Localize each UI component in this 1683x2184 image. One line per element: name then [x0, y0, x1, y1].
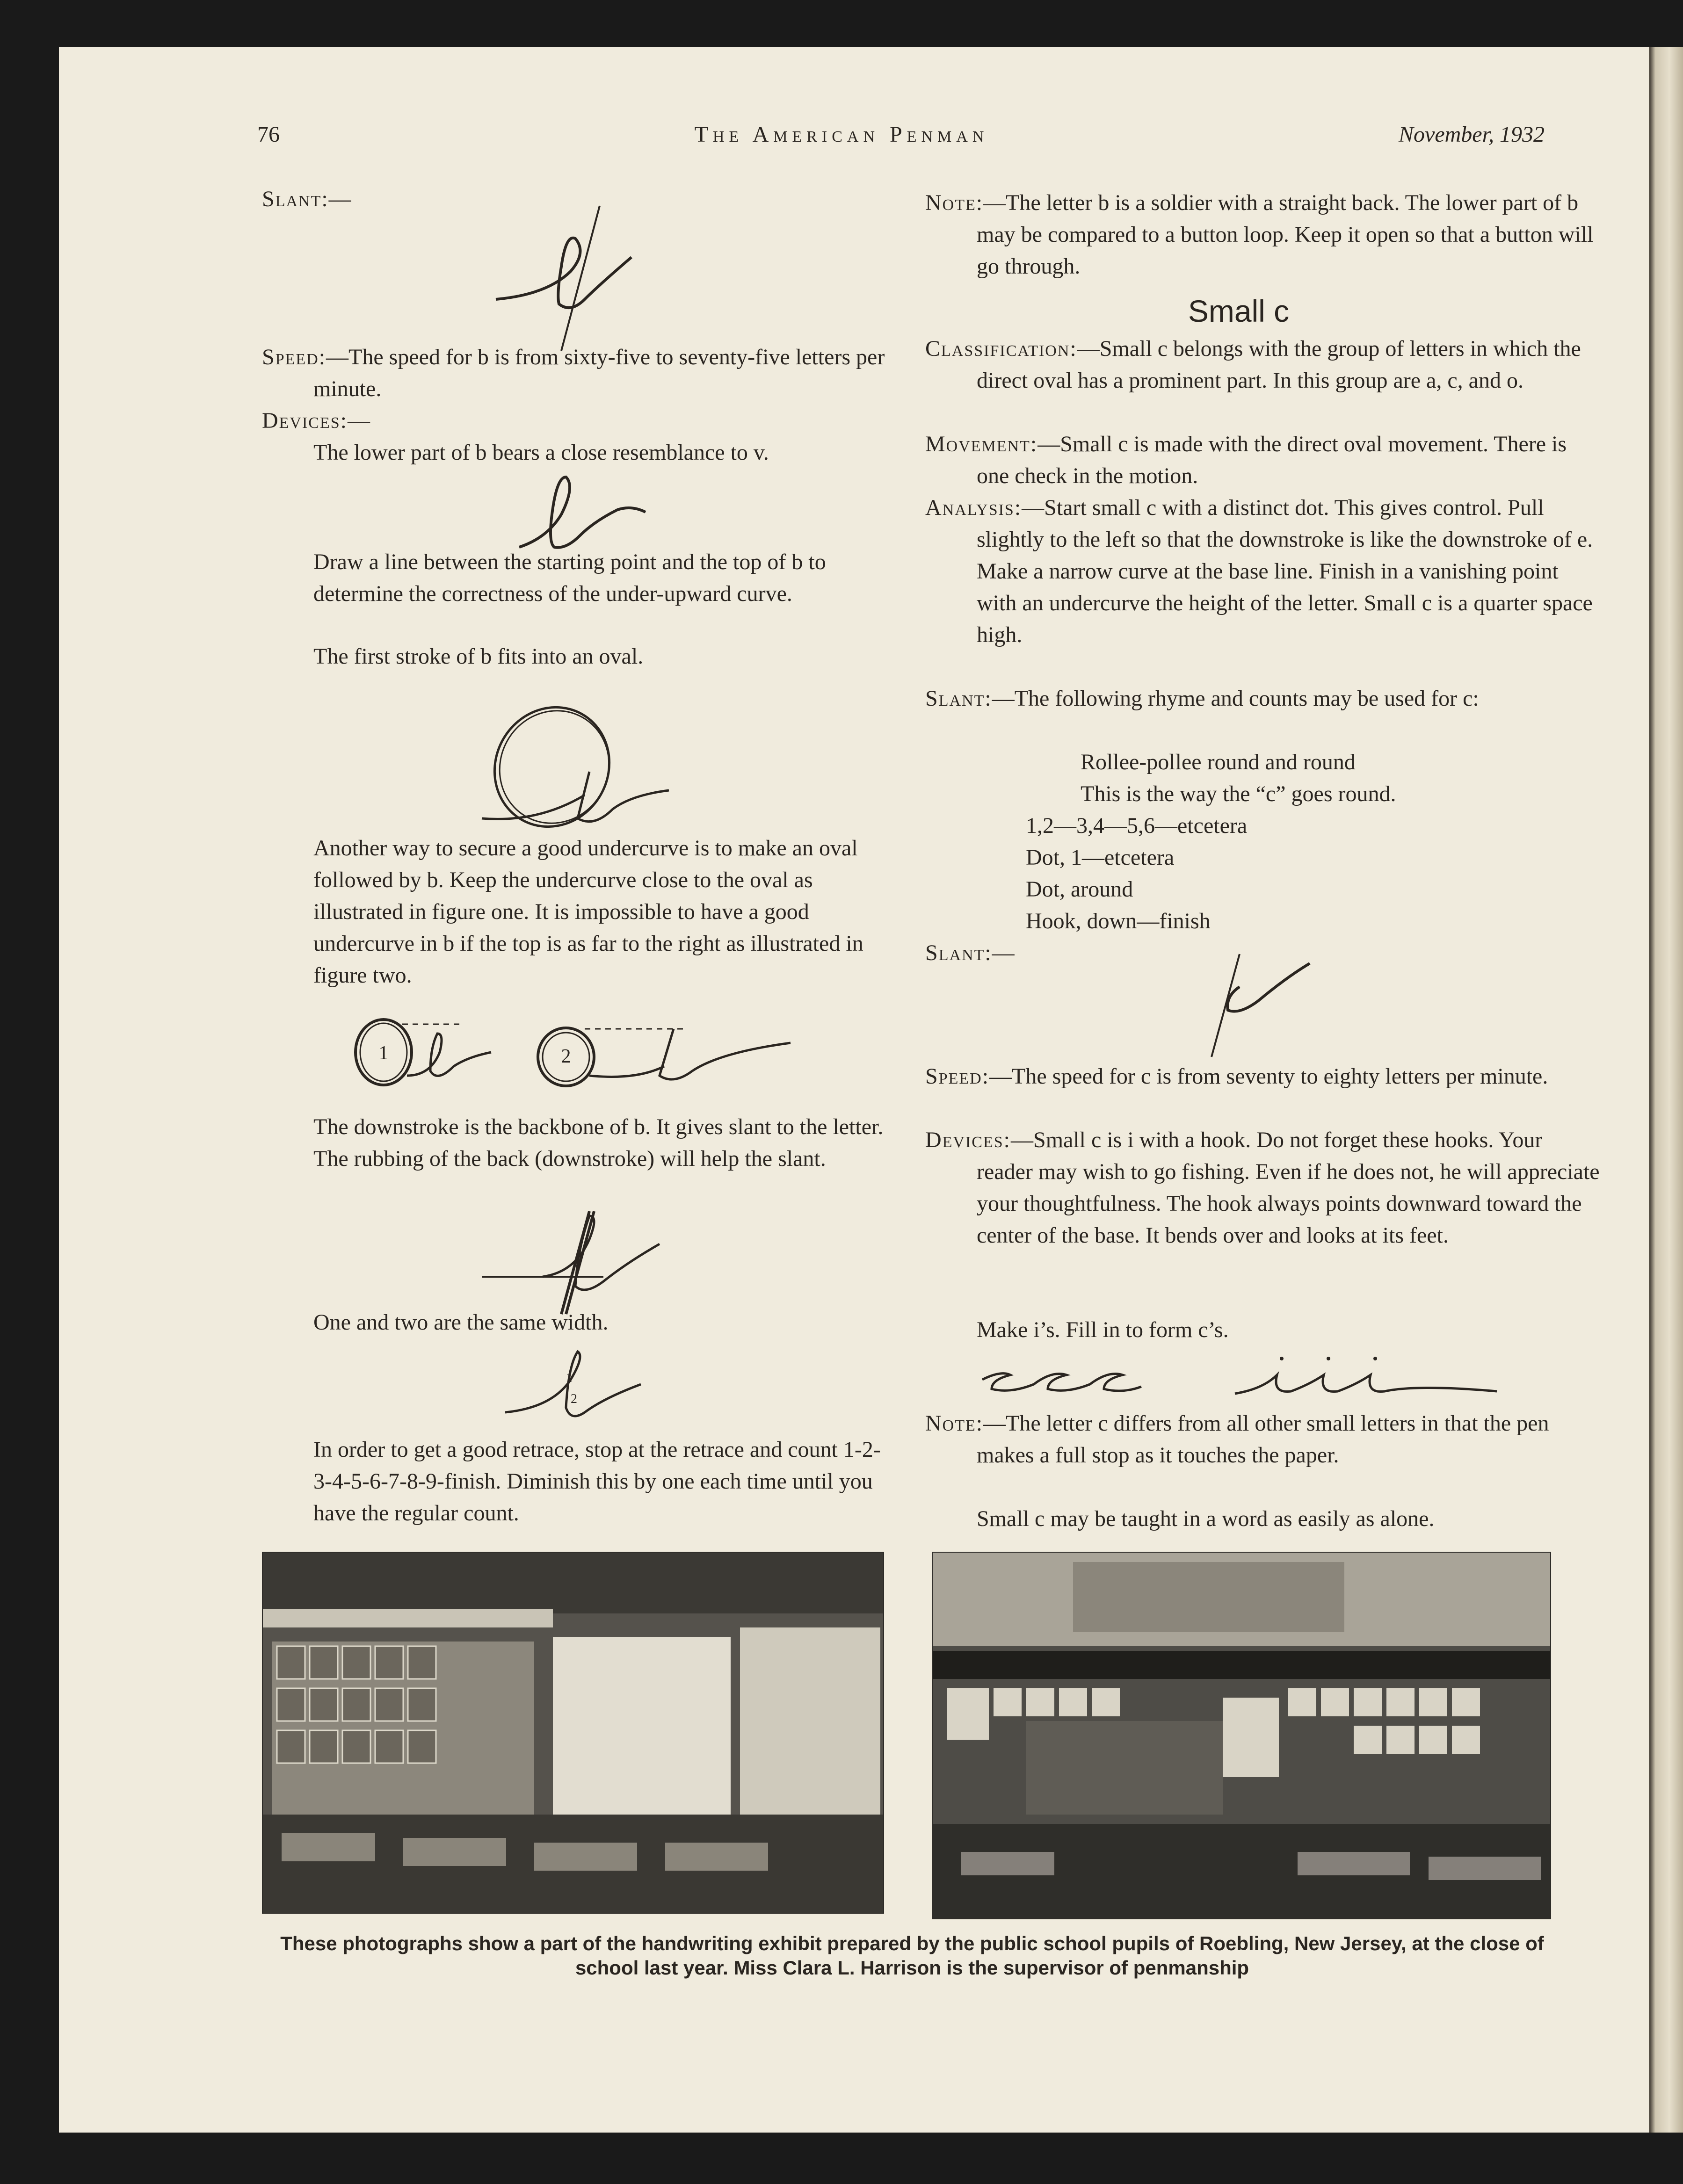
movement-paragraph — [925, 428, 1603, 492]
backbone-text: The downstroke is the backbone of b. It gives slant to the letter. The rubbing of the back (downstroke) will help the slant. — [313, 1114, 884, 1171]
count-line-4: Hook, down—finish — [1026, 909, 1211, 933]
oval-b-figure — [472, 701, 678, 837]
slant-b-figure — [477, 201, 636, 355]
analysis-label: Analysis: — [925, 495, 1022, 520]
count-line-3: Dot, around — [1026, 877, 1133, 902]
note-label: Note: — [925, 190, 984, 215]
make-is-text: Make i’s. Fill in to form c’s. — [977, 1317, 1229, 1342]
issue-date: November, 1932 — [1399, 122, 1545, 147]
figures-one-two — [346, 1005, 805, 1090]
slant-c-text: —The following rhyme and counts may be used for c: — [992, 686, 1479, 711]
classification-text: —Small c belongs with the group of letters in which the direct oval has a prominent part. In this group are a, c, and o. — [977, 336, 1581, 393]
devices-label: Devices:— — [262, 408, 371, 433]
rhyme-line-1: Rollee-pollee round and round — [1081, 750, 1356, 774]
figure-two-number: 2 — [561, 1046, 571, 1067]
same-width-text: One and two are the same width. — [313, 1310, 609, 1335]
page-edge — [1649, 47, 1683, 2133]
b-v-resemblance-figure — [515, 468, 664, 557]
rhyme-line-2: This is the way the “c” goes round. — [1081, 781, 1396, 806]
page-number: 76 — [257, 122, 280, 147]
note-b-text: —The letter b is a soldier with a straight back. The lower part of b may be compared to a button loop. Keep it open so that a button will go through. — [977, 190, 1594, 279]
classification-label: Classification: — [925, 336, 1077, 361]
count-line-2: Dot, 1—etcetera — [1026, 845, 1175, 870]
devices-text: The lower part of b bears a close resemblance to v. — [313, 440, 769, 465]
analysis-text: —Start small c with a distinct dot. This gives control. Pull slightly to the left so that the downstroke is like the downstroke of e. Make a narrow curve at the base line. Finish in a vanishing point with an undercurve the height of the letter. Small c is a quarter space high. — [977, 495, 1593, 647]
classroom-photo-right — [932, 1552, 1551, 1919]
svg-text:1: 1 — [566, 1371, 573, 1385]
slant-c-figure — [1179, 945, 1319, 1062]
figure-one-number: 1 — [378, 1042, 389, 1064]
photo-caption: These photographs show a part of the handwriting exhibit prepared by the public school pupils of Roebling, New Jersey, at the close of school last year. Miss Clara L. Harrison is the supervisor of penmanship — [280, 1932, 1544, 1979]
downstroke-b-figure — [472, 1207, 669, 1319]
devices-c-label: Devices: — [925, 1128, 1011, 1152]
classification-paragraph — [925, 333, 1603, 397]
devices-c-text: —Small c is i with a hook. Do not forget these hooks. Your reader may wish to go fishing. Even if he does not, he will appreciate your thoughtfulness. The hook always points downward toward the center of the base. It bends over and looks at its feet. — [977, 1128, 1600, 1248]
small-c-heading: Small c — [1188, 294, 1290, 328]
movement-label: Movement: — [925, 432, 1038, 456]
slant-c-paragraph — [925, 683, 1603, 715]
speed-text: —The speed for b is from sixty-five to seventy-five letters per minute. — [313, 345, 885, 401]
speed-c-paragraph — [925, 1061, 1603, 1092]
note-c-text: —The letter c differs from all other small letters in that the pen makes a full stop as it touches the paper. — [977, 1411, 1549, 1468]
analysis-paragraph — [925, 492, 1603, 651]
retrace-text: In order to get a good retrace, stop at the retrace and count 1-2-3-4-5-6-7-8-9-finish. Diminish this by one each time until you have the regular count. — [313, 1437, 881, 1526]
note-b-paragraph — [925, 187, 1603, 282]
another-way-text: Another way to secure a good undercurve is to make an oval followed by b. Keep the undercurve close to the oval as illustrated in figure one. It is impossible to have a good undercurve in b if the top is as far to the right as illustrated in figure two. — [313, 836, 863, 988]
speed-label: Speed: — [262, 345, 326, 369]
journal-title: The American Penman — [694, 122, 989, 147]
draw-line-text: Draw a line between the starting point and the top of b to determine the correctness of the under-upward curve. — [313, 550, 826, 606]
count-line-1: 1,2—3,4—5,6—etcetera — [1026, 813, 1248, 838]
devices-c-paragraph — [925, 1124, 1603, 1251]
note-c-label: Note: — [925, 1411, 984, 1436]
note-c-paragraph — [925, 1408, 1603, 1471]
retrace-b-figure — [501, 1347, 646, 1431]
slant-label: Slant:— — [262, 187, 352, 211]
slant-c-label: Slant: — [925, 686, 992, 711]
speed-c-text: —The speed for c is from seventy to eighty letters per minute. — [989, 1064, 1548, 1089]
svg-text:2: 2 — [571, 1392, 577, 1406]
speed-c-label: Speed: — [925, 1064, 990, 1089]
first-stroke-text: The first stroke of b fits into an oval. — [313, 644, 644, 669]
slant-c-figure-label: Slant:— — [925, 940, 1016, 965]
movement-text: —Small c is made with the direct oval movement. There is one check in the motion. — [977, 432, 1567, 488]
c-i-practice-figure — [973, 1352, 1506, 1403]
classroom-photo-left — [262, 1552, 884, 1914]
word-text: Small c may be taught in a word as easily as alone. — [977, 1506, 1435, 1531]
